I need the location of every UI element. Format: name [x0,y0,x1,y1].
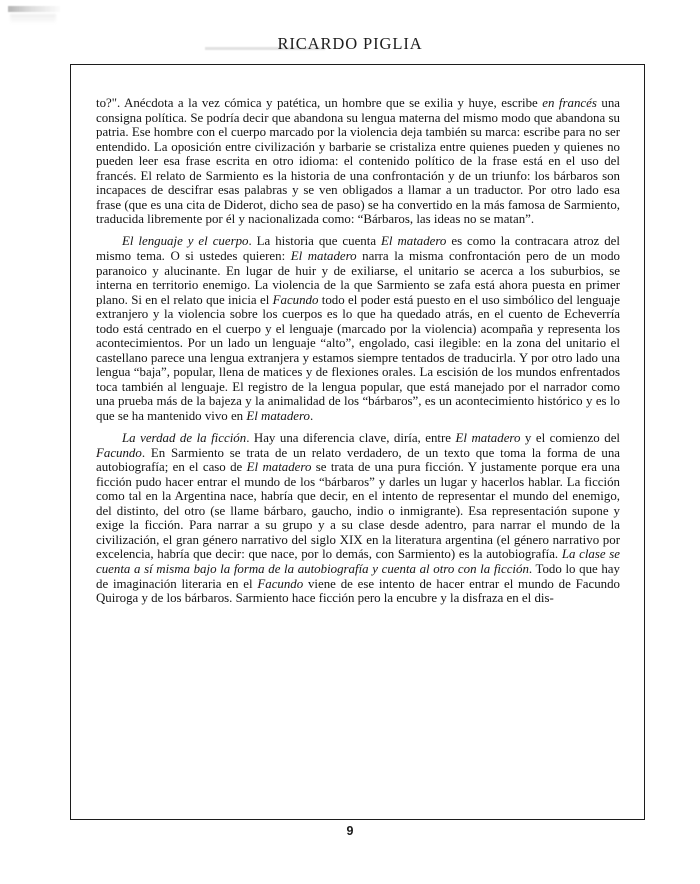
text-run: narra la misma confrontación pero de un modo paranoico y alucinante. En lugar de huir y de exiliarse, el unitario se acerca a los suburbios, se interna en territorio enemigo. La violencia de la que Sarmiento se zafa está ahora puesta en primer plano. Si en el relato que inicia el [96,248,621,307]
italic-run: El matadero [381,234,447,249]
para-el-lenguaje-y-el-cuerpo [96,234,620,423]
text-run: . Hay una diferencia clave, diría, entre [246,431,456,446]
page-number: 9 [346,824,354,838]
text-run: todo el poder está puesto en el uso simbólico del lenguaje extranjero y la violencia sobre los cuerpos es lo que ha quedado atrás, en el cuento de Echeverría todo está centrado en el cuerpo y el lenguaje (marcado por la violencia) acompaña y representa los acontecimientos. Por un lado un lenguaje “alto”, engolado, casi ilegible: en la zona del unitario el castellano parece una lengua extranjera y estamos siempre tentados de traducirla. Y por otro lado una lengua “baja”, popular, llena de matices y de flexiones orales. La escisión de los mundos enfrentados toca también al lenguaje. El registro de la lengua popular, que está manejado por el narrador como una prueba más de la bajeza y la animalidad de los “bárbaros”, es un acontecimiento histórico y es lo que se ha mantenido vivo en [96,292,620,423]
text-run: . En Sarmiento se trata de un relato verdadero, de un texto que toma la forma de una autobiografía; en el caso de [96,445,620,475]
text-run: es como la contracara atroz del mismo tema. O si ustedes quieren: [96,234,620,263]
scan-artifact-top-left [8,6,60,12]
italic-run: Facundo [257,576,304,591]
running-head: RICARDO PIGLIA [277,34,423,53]
italic-run: El matadero [246,460,312,475]
italic-run: en francés [542,96,597,110]
text-run: una consigna política. Se podría decir que abandona su lengua materna del mismo modo que abandona su patria. Ese hombre con el cuerpo marcado por la violencia deja también su marca: escribe para no ser entendido. La oposición entre civilización y barbarie se cristaliza entre quienes pueden y quienes no pueden leer esa frase escrita en otro idioma: el contenido político de la frase está en el uso del francés. El relato de Sarmiento es la historia de una confrontación y de un triunfo: los bárbaros son incapaces de descifrar esas palabras y se ven obligados a llamar a un traductor. Por otro lado esa frase (que es una cita de Diderot, dicho sea de paso) se ha convertido en la más famosa de Sarmiento, traducida libremente por él y nacionalizada como: “Bárbaros, las ideas no se matan”. [96,96,621,227]
italic-run: El lenguaje y el cuerpo [122,234,249,249]
text-run: y el comienzo del [520,431,620,446]
italic-run: El matadero [290,248,357,263]
para-la-verdad-de-la-ficcion [96,431,620,606]
scan-artifact-smudge [10,14,56,24]
page-text-body [96,96,620,606]
italic-run: Facundo [272,292,319,307]
italic-run: El matadero [455,431,521,446]
italic-run: El matadero [246,408,310,423]
italic-run: La clase se cuenta a sí misma bajo la forma de la autobiografía y cuenta al otro con la ficción [96,547,620,576]
para-continuation [96,96,620,227]
text-run: se trata de una pura ficción. Y justamente porque era una ficción pudo hacer entrar el mundo de los “bárbaros” y darles un lugar y hacerlos hablar. La ficción como tal en la Argentina nace, habría que decir, en el intento de representar el mundo del enemigo, del distinto, del otro (se llame bárbaro, gaucho, indio o inmigrante). Esa representación supone y exige la ficción. Para narrar a su grupo y a su clase desde adentro, para narrar el mundo de la civilización, el gran género narrativo del siglo XIX en la literatura argentina (el género narrativo por excelencia, habría que decir: que nace, por lo demás, con Sarmiento) es la autobiografía. [96,460,620,562]
text-run: . La historia que cuenta [248,234,382,249]
text-run: . Todo lo que hay de imaginación literaria en el [96,561,620,591]
italic-run: Facundo [96,445,142,460]
text-run: . [309,408,314,423]
text-run: viene de ese intento de hacer entrar el mundo de Facundo Quiroga y de los bárbaros. Sarmiento hace ficción pero la encubre y la disfraza en el dis- [96,576,620,606]
text-run: to?". Anécdota a la vez cómica y patética, un hombre que se exilia y huye, escribe [96,96,543,110]
italic-run: La verdad de la ficción [122,431,247,446]
